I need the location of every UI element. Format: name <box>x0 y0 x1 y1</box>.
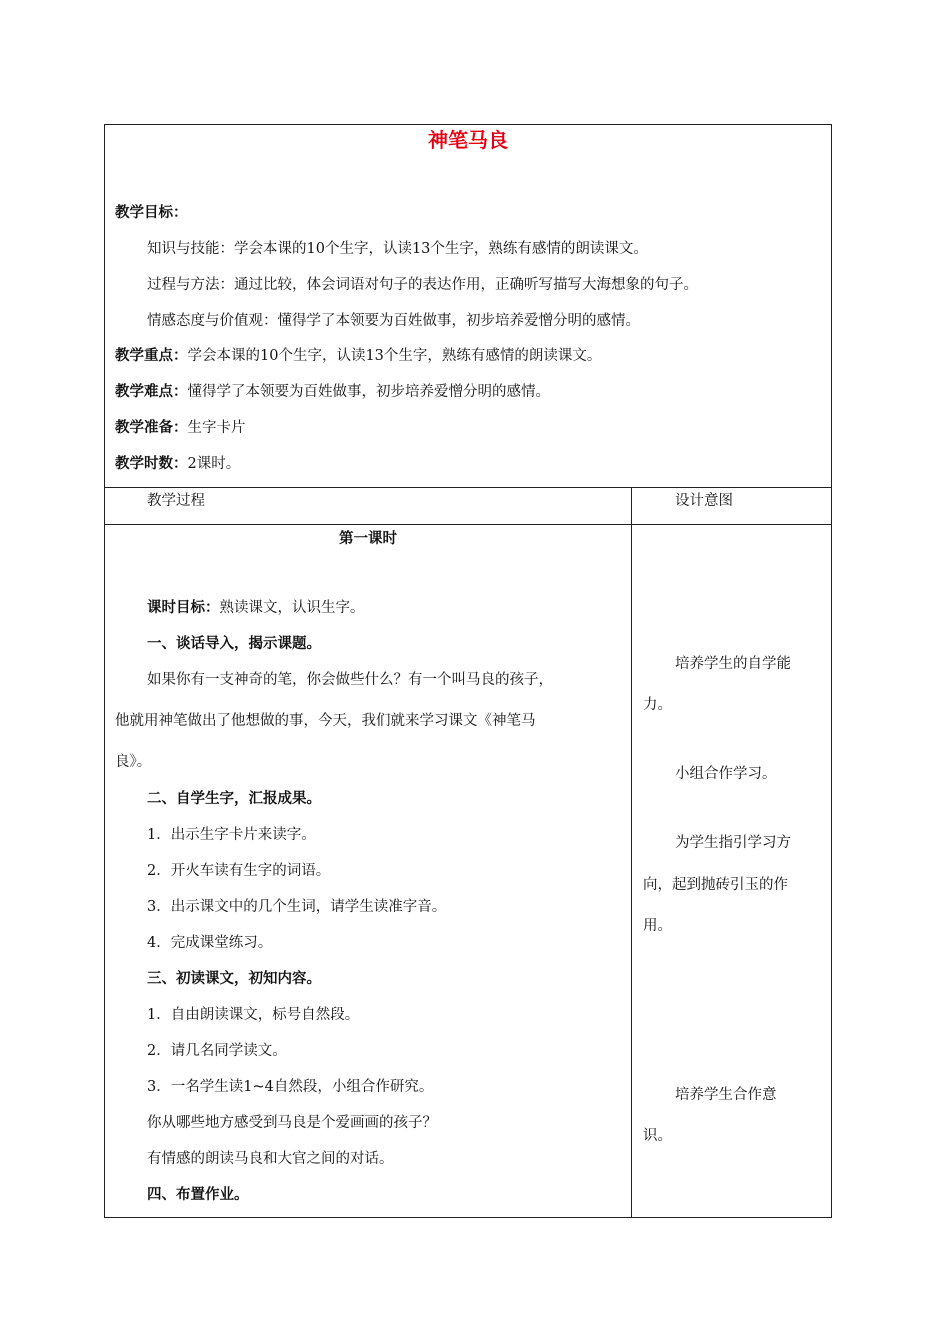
list-item: 有情感的朗读马良和大官之间的对话。 <box>147 1151 394 1167</box>
header-design: 设计意图 <box>675 493 733 509</box>
section-4-heading: 四、布置作业。 <box>147 1186 249 1203</box>
lesson-goal-label: 课时目标： <box>147 599 220 616</box>
intro-line: 他就用神笔做出了他想做的事，今天，我们就来学习课文《神笔马 <box>115 713 536 729</box>
column-divider <box>631 487 632 1217</box>
key-point-label: 教学重点： <box>115 347 188 364</box>
design-note: 小组合作学习。 <box>675 766 777 782</box>
list-item: 3．一名学生读1~4自然段，小组合作研究。 <box>147 1079 434 1095</box>
objectives-label: 教学目标： <box>115 204 188 221</box>
objective-emotion: 情感态度与价值观：懂得学了本领要为百姓做事，初步培养爱憎分明的感情。 <box>147 313 640 329</box>
page-title: 神笔马良 <box>428 128 508 152</box>
lesson-heading: 第一课时 <box>339 530 397 547</box>
objective-process: 过程与方法：通过比较，体会词语对句子的表达作用，正确听写描写大海想象的句子。 <box>147 277 698 293</box>
lesson-goal-text: 熟读课文，认识生字。 <box>219 600 365 616</box>
lesson-goal <box>147 598 365 618</box>
design-note: 用。 <box>643 918 672 934</box>
design-note: 力。 <box>643 697 672 713</box>
list-item: 4．完成课堂练习。 <box>147 935 273 951</box>
section-1-heading: 一、谈话导入，揭示课题。 <box>147 635 321 652</box>
section-3-heading: 三、初读课文，初知内容。 <box>147 970 321 987</box>
list-item: 你从哪些地方感受到马良是个爱画画的孩子？ <box>147 1115 437 1131</box>
header-process: 教学过程 <box>147 493 205 509</box>
design-note: 识。 <box>643 1128 672 1144</box>
preparation-label: 教学准备： <box>115 419 188 436</box>
intro-line: 良》。 <box>115 754 152 770</box>
preparation-text: 生字卡片 <box>187 420 246 436</box>
list-item: 3．出示课文中的几个生词，请学生读准字音。 <box>147 899 447 915</box>
periods-text: 2课时。 <box>187 456 241 472</box>
table-divider <box>105 487 831 488</box>
list-item: 1．自由朗读课文，标号自然段。 <box>147 1007 360 1023</box>
preparation <box>115 418 246 438</box>
design-note: 培养学生的自学能 <box>675 656 791 672</box>
header-divider <box>105 524 831 525</box>
intro-line: 如果你有一支神奇的笔，你会做些什么？有一个叫马良的孩子， <box>147 672 553 688</box>
periods <box>115 454 240 474</box>
section-2-heading: 二、自学生字，汇报成果。 <box>147 790 321 807</box>
design-note: 培养学生合作意 <box>675 1087 777 1103</box>
periods-label: 教学时数： <box>115 455 188 472</box>
list-item: 2．请几名同学读文。 <box>147 1043 287 1059</box>
list-item: 2．开火车读有生字的词语。 <box>147 863 331 879</box>
difficulty-text: 懂得学了本领要为百姓做事，初步培养爱憎分明的感情。 <box>187 384 550 400</box>
design-note: 为学生指引学习方 <box>675 835 791 851</box>
lesson-plan-table <box>104 124 832 1218</box>
objective-knowledge: 知识与技能：学会本课的10个生字，认读13个生字，熟练有感情的朗读课文。 <box>147 241 648 257</box>
key-point-text: 学会本课的10个生字，认读13个生字，熟练有感情的朗读课文。 <box>187 348 602 364</box>
key-point <box>115 346 601 366</box>
difficulty-label: 教学难点： <box>115 383 188 400</box>
design-note: 向，起到抛砖引玉的作 <box>643 877 788 893</box>
list-item: 1．出示生字卡片来读字。 <box>147 827 316 843</box>
difficulty <box>115 382 550 402</box>
